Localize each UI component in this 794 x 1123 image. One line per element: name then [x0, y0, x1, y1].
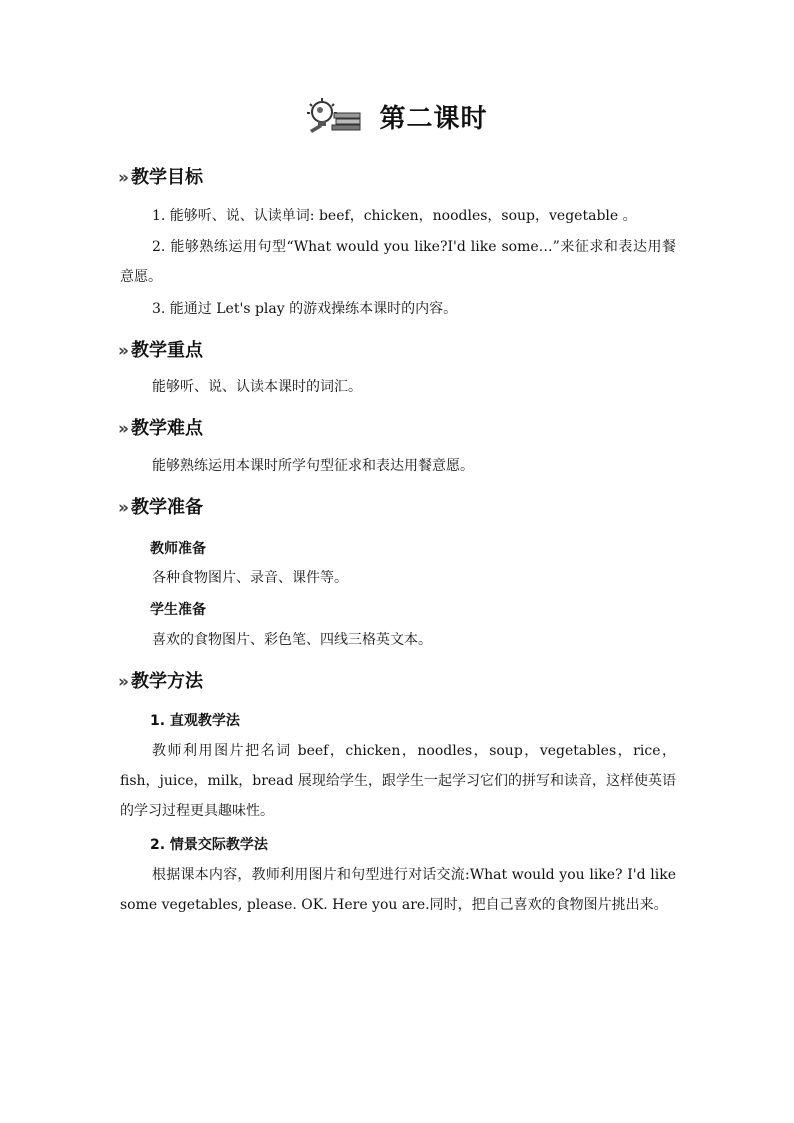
method-2-label: 2. 情景交际教学法 [150, 837, 268, 853]
chevron-icon: » [118, 419, 123, 439]
method-2-text: 根据课本内容，教师利用图片和句型进行对话交流:What would you like? I'd like some vegetables, please. OK. Here you are.同时，把自己喜欢的食物图片挑出来。 [120, 867, 676, 913]
heading-text: 教学方法 [130, 671, 203, 692]
section-heading-difficulty [118, 414, 203, 440]
chevron-icon: » [118, 672, 123, 692]
heading-text: 教学重点 [130, 340, 203, 361]
key-point-text: 能够听、说、认读本课时的词汇。 [152, 379, 362, 395]
section-heading-key-point [118, 336, 203, 362]
method-1-label: 1. 直观教学法 [150, 713, 240, 729]
section-heading-goals [118, 163, 203, 189]
goal-1: 1. 能够听、说、认读单词: beef，chicken，noodles，soup，vegetable 。 [152, 208, 637, 224]
section-heading-prep [118, 493, 203, 519]
page-title: 第二课时 [379, 103, 488, 134]
lightbulb-books-icon [306, 96, 364, 136]
heading-text: 教学目标 [130, 167, 203, 188]
student-prep-label: 学生准备 [150, 602, 206, 618]
teacher-prep-label: 教师准备 [150, 541, 206, 557]
goal-3: 3. 能通过 Let's play 的游戏操练本课时的内容。 [152, 301, 458, 317]
heading-text: 教学难点 [130, 418, 203, 439]
title-block [0, 96, 794, 136]
chevron-icon: » [118, 498, 123, 518]
chevron-icon: » [118, 341, 123, 361]
method-1-text: 教师利用图片把名词 beef，chicken，noodles，soup，vegetables，rice，fish，juice，milk，bread 展现给学生，跟学生一起学习它们的拼写和读音，这样使英语的学习过程更具趣味性。 [120, 743, 676, 819]
difficulty-text: 能够熟练运用本课时所学句型征求和表达用餐意愿。 [152, 458, 474, 474]
chevron-icon: » [118, 168, 123, 188]
teacher-prep-text: 各种食物图片、录音、课件等。 [152, 570, 348, 586]
goal-2: 2. 能够熟练运用句型“What would you like?I'd like some…”来征求和表达用餐意愿。 [120, 239, 676, 285]
heading-text: 教学准备 [130, 497, 203, 518]
student-prep-text: 喜欢的食物图片、彩色笔、四线三格英文本。 [152, 632, 432, 648]
section-heading-methods [118, 667, 203, 693]
